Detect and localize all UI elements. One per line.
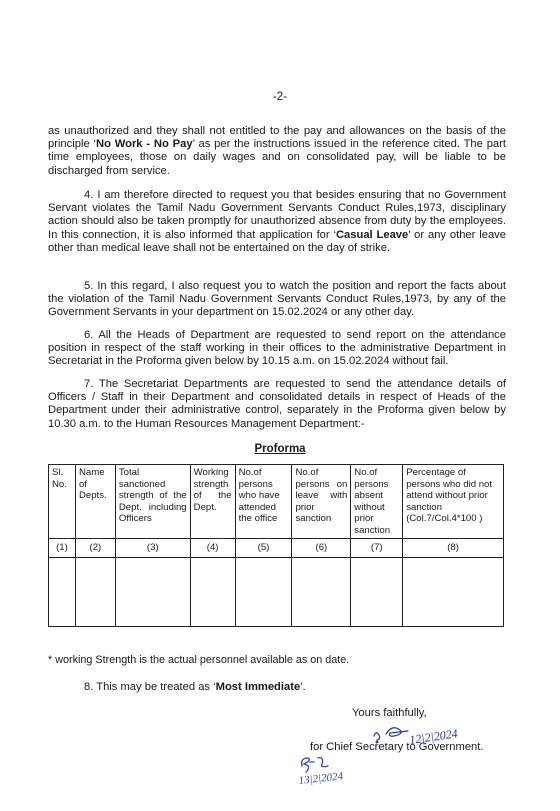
table-number-row — [49, 539, 504, 558]
proforma-title: Proforma — [254, 443, 306, 455]
paragraph-8 — [84, 681, 306, 693]
table-header-cell: No.of persons who have attended the office — [235, 465, 292, 539]
blank-cell — [115, 558, 190, 627]
column-number: (8) — [403, 539, 504, 558]
text: ’. — [300, 681, 306, 693]
table-header-cell: Percentage of persons who did not attend without prior sanction (Col.7/Col.4*100 ) — [403, 465, 504, 539]
table-header-cell: Name of Depts. — [75, 465, 115, 539]
column-number: (7) — [351, 539, 403, 558]
blank-cell — [403, 558, 504, 627]
table-header-cell: Sl. No. — [49, 465, 76, 539]
bold-phrase: No Work - No Pay — [96, 138, 193, 151]
table-header-row — [49, 465, 504, 539]
paragraph-5: 5. In this regard, I also request you to watch the position and report the facts about the violation of the Tamil Nadu Government Servants Conduct Rules,1973, by any of the Government Servants in your department on 15.02.2024 or any other day. — [48, 280, 506, 319]
signature-date: 12|2|2024 — [408, 726, 459, 747]
table-header-cell: Working strength of the Dept. — [190, 465, 235, 539]
table-header-cell: Total sanctioned strength of the Dept. including Officers — [115, 465, 190, 539]
bold-phrase: Casual Leave — [335, 228, 409, 241]
proforma-table — [48, 464, 504, 627]
footnote: * working Strength is the actual personnel available as on date. — [48, 654, 350, 666]
page-number: -2- — [272, 91, 288, 103]
text: ’ as per the instructions issued in the reference cited. The part time employees, those on daily wages and on consolidated pay, will be liable to be discharged from service. — [48, 138, 506, 177]
paragraph-7: 7. The Secretariat Departments are requested to send the attendance details of Officers / Staff in their Department and consolidated details in respect of Heads of the Department under their administrative control, separately in the Proforma given below by 10.30 a.m. to the Human Resources Management Department:- — [48, 378, 506, 430]
blank-cell — [235, 558, 292, 627]
text: as unauthorized and they shall not entitled to the pay and allowances on the basis of the principle ‘ — [48, 125, 506, 151]
blank-cell — [75, 558, 115, 627]
column-number: (2) — [75, 539, 115, 558]
table-header-cell: No.of persons absent without prior sanction — [351, 465, 403, 539]
paragraph-6: 6. All the Heads of Department are requested to send report on the attendance position in respect of the staff working in their offices to the administrative Department in Secretariat in the Proforma given below by 10.15 a.m. on 15.02.2024 without fail. — [48, 329, 506, 368]
blank-cell — [190, 558, 235, 627]
initials-date: 13|2|2024 — [298, 770, 344, 787]
paragraph-4 — [48, 189, 506, 255]
paragraph-continued — [48, 125, 506, 178]
blank-cell — [351, 558, 403, 627]
closing: Yours faithfully, — [352, 707, 427, 719]
column-number: (3) — [115, 539, 190, 558]
column-number: (6) — [292, 539, 351, 558]
table-blank-row — [49, 558, 504, 627]
text: 8. This may be treated as ‘ — [84, 681, 216, 693]
initials-stamp — [296, 752, 356, 796]
column-number: (1) — [49, 539, 76, 558]
blank-cell — [49, 558, 76, 627]
bold-phrase: Most Immediate — [215, 681, 301, 693]
signatory-line: for Chief Secretary to Government. — [310, 741, 484, 753]
column-number: (5) — [235, 539, 292, 558]
blank-cell — [292, 558, 351, 627]
table-header-cell: No.of persons on leave with prior sanction — [292, 465, 351, 539]
text: 4. I am therefore directed to request you that besides ensuring that no Government Servant violates the Tamil Nadu Government Servants Conduct Rules,1973, disciplinary action should also be taken promptly for unauthorized absence from duty by the employees. In this connection, it is also informed that application for ‘ — [48, 189, 506, 241]
text: ’ or any other leave other than medical leave shall not be entertained on the day of strike. — [48, 228, 506, 254]
column-number: (4) — [190, 539, 235, 558]
